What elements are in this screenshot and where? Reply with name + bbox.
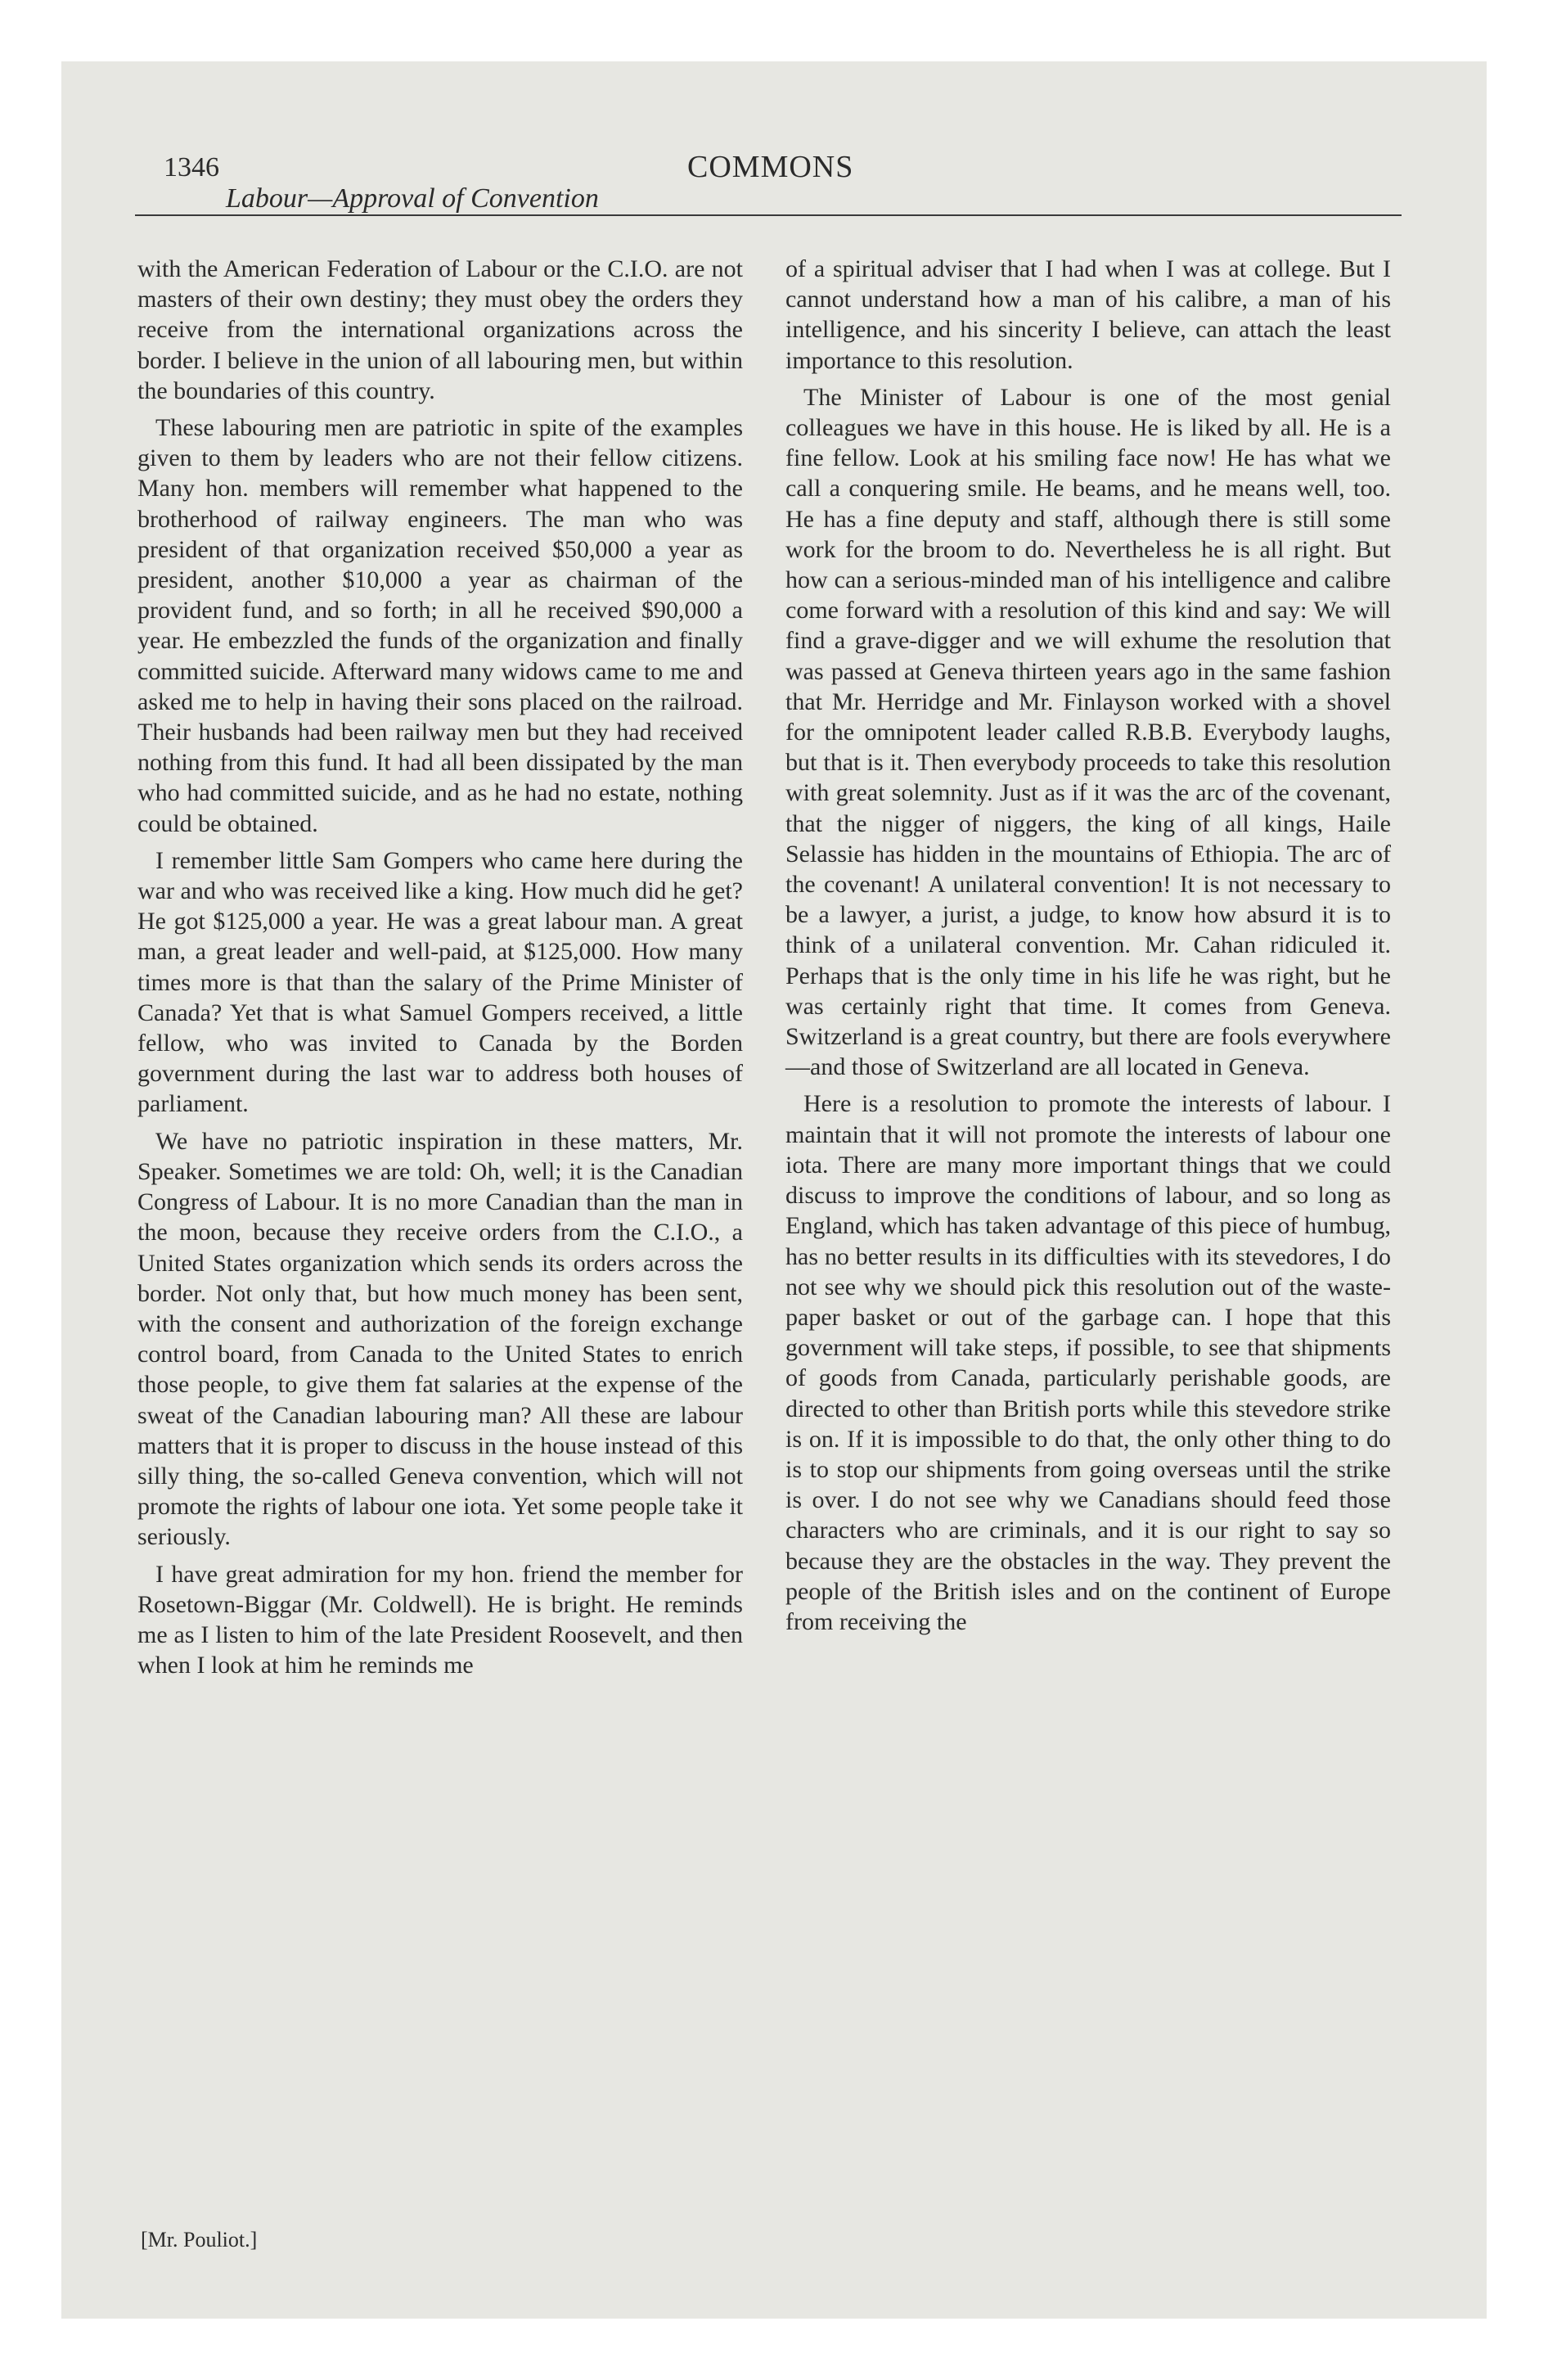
running-head: COMMONS xyxy=(687,150,854,184)
header-rule xyxy=(135,214,1402,216)
paragraph: I remember little Sam Gompers who came here during the war and who was received like a king. How much did he get? He got $125,000 a year. He was a great labour man. A great man, a great leader and well-paid, at $125,000. How many times more is that than the salary of the Prime Minister of Canada? Yet that is what Samuel Gompers received, a little fellow, who was invited to Canada by the Borden government during the last war to address both houses of parliament. xyxy=(137,846,743,1118)
right-column xyxy=(785,254,1391,1643)
paragraph: with the American Federation of Labour or the C.I.O. are not masters of their own destiny; they must obey the orders they receive from the international organizations across the border. I believe in the union of all labouring men, but within the boundaries of this country. xyxy=(137,255,743,404)
paragraph: of a spiritual adviser that I had when I was at college. But I cannot understand how a man of his calibre, a man of his intelligence, and his sincerity I believe, can attach the least importance to this resolution. xyxy=(785,255,1391,374)
speaker-footnote: [Mr. Pouliot.] xyxy=(141,2228,258,2252)
paragraph: These labouring men are patriotic in spite of the examples given to them by leaders who are not their fellow citizens. Many hon. members will remember what happened to the brotherhood of railway engineers. The man who was president of that organization received $50,000 a year as president, another $10,000 a year as chairman of the provident fund, and so forth; in all he received $90,000 a year. He embezzled the funds of the organization and finally committed suicide. Afterward many widows came to me and asked me to help in having their sons placed on the railroad. Their husbands had been railway men but they had received nothing from this fund. It had all been dissipated by the man who had committed suicide, and as he had no estate, nothing could be obtained. xyxy=(137,414,743,837)
paragraph: We have no patriotic inspiration in these matters, Mr. Speaker. Sometimes we are told: Oh, well; it is the Canadian Congress of Labour. It is no more Canadian than the man in the moon, because they receive orders from the C.I.O., a United States organization which sends its orders across the border. Not only that, but how much money has been sent, with the consent and authorization of the foreign exchange control board, from Canada to the United States to enrich those people, to give them fat salaries at the expense of the sweat of the Canadian labouring man? All these are labour matters that it is proper to discuss in the house instead of this silly thing, the so-called Geneva convention, which will not promote the rights of labour one iota. Yet some people take it seriously. xyxy=(137,1127,743,1551)
left-column xyxy=(137,254,743,1687)
page-header xyxy=(164,146,1430,214)
paragraph: Here is a resolution to promote the interests of labour. I maintain that it will not promote the interests of labour one iota. There are many more important things that we could discuss to improve the conditions of labour, and so long as England, which has taken advantage of this piece of humbug, has no better results in its difficulties with its stevedores, I do not see why we should pick this resolution out of the waste-paper basket or out of the garbage can. I hope that this government will take steps, if possible, to see that shipments of goods from Canada, particularly perishable goods, are directed to other than British ports while this stevedore strike is on. If it is impossible to do that, the only other thing to do is to stop our shipments from going overseas until the strike is over. I do not see why we Canadians should feed those characters who are criminals, and it is our right to say so because they are the obstacles in the way. They prevent the people of the British isles and on the continent of Europe from receiving the xyxy=(785,1090,1391,1635)
paragraph: The Minister of Labour is one of the most genial colleagues we have in this house. He is liked by all. He is a fine fellow. Look at his smiling face now! He has what we call a conquering smile. He beams, and he means well, too. He has a fine deputy and staff, although there is still some work for the broom to do. Nevertheless he is all right. But how can a serious-minded man of his intelligence and calibre come forward with a resolution of this kind and say: We will find a grave-digger and we will exhume the resolution that was passed at Geneva thirteen years ago in the same fashion that Mr. Herridge and Mr. Finlayson worked with a shovel for the omnipotent leader called R.B.B. Everybody laughs, but that is it. Then everybody proceeds to take this resolution with great solemnity. Just as if it was the arc of the covenant, that the nigger of niggers, the king of all kings, Haile Selassie has hidden in the mountains of Ethiopia. The arc of the covenant! A unilateral convention! It is not necessary to be a lawyer, a jurist, a judge, to know how absurd it is to think of a unilateral convention. Mr. Cahan ridiculed it. Perhaps that is the only time in his life he was right, but he was certainly right that time. It comes from Geneva. Switzerland is a great country, but there are fools everywhere—and those of Switzerland are all located in Geneva. xyxy=(785,383,1391,1081)
page-number: 1346 xyxy=(164,152,219,183)
paragraph: I have great admiration for my hon. friend the member for Rosetown-Biggar (Mr. Coldwell). He is bright. He reminds me as I listen to him of the late President Roosevelt, and then when I look at him he reminds me xyxy=(137,1560,743,1679)
section-title: Labour—Approval of Convention xyxy=(226,183,599,214)
